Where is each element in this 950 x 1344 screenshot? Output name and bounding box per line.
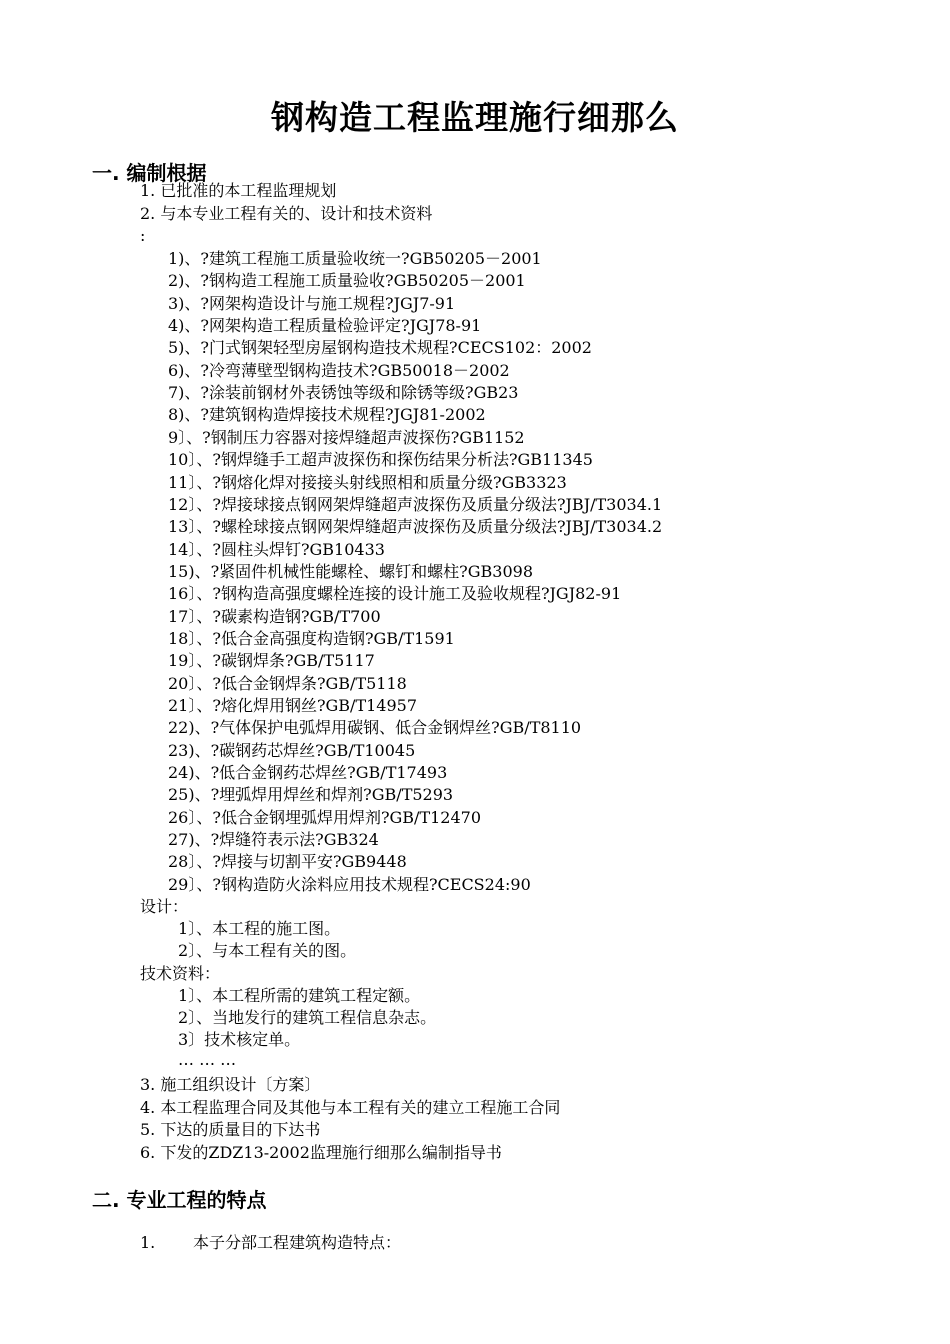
design-label: 设计： [140,897,189,916]
section-heading-basis: 一. 编制根据 [92,161,207,185]
standard-item: 6)、?冷弯薄壁型钢构造技术?GB50018－2002 [168,360,510,380]
section-heading-features: 二. 专业工程的特点 [92,1188,267,1212]
standard-item: 16〕、?钢构造高强度螺栓连接的设计施工及验收规程?JGJ82-91 [168,584,622,604]
features-item-1-number: 1. [140,1233,156,1252]
standard-item: 3)、?网架构造设计与施工规程?JGJ7-91 [168,293,456,313]
standard-item: 2)、?钢构造工程施工质量验收?GB50205－2001 [168,271,526,291]
tech-label: 技术资料： [140,964,221,983]
standard-item: 21〕、?熔化焊用钢丝?GB/T14957 [168,696,418,715]
standard-item: 24)、?低合金钢药芯焊丝?GB/T17493 [168,763,448,783]
standard-item: 8)、?建筑钢构造焊接技术规程?JGJ81-2002 [168,405,486,425]
tech-item: 3〕技术核定单。 [178,1030,301,1049]
standard-item: 18〕、?低合金高强度构造钢?GB/T1591 [168,628,455,648]
standard-item: 26〕、?低合金钢埋弧焊用焊剂?GB/T12470 [168,807,482,827]
basis-colon: : [140,226,146,245]
standard-item: 12〕、?焊接球接点钢网架焊缝超声波探伤及质量分级法?JBJ/T3034.1 [168,494,663,514]
basis-item-1: 1. 已批准的本工程监理规划 [140,181,337,200]
basis-item-3: 3. 施工组织设计〔方案〕 [140,1075,321,1094]
standard-item: 7)、?涂装前钢材外表锈蚀等级和除锈等级?GB23 [168,383,519,403]
standard-item: 4)、?网架构造工程质量检验评定?JGJ78-91 [168,316,482,336]
standard-item: 25)、?埋弧焊用焊丝和焊剂?GB/T5293 [168,785,454,805]
standard-item: 19〕、?碳钢焊条?GB/T5117 [168,651,375,671]
design-item: 1〕、本工程的施工图。 [178,919,341,938]
basis-item-5: 5. 下达的质量目的下达书 [140,1120,321,1139]
features-item-1-text: 本子分部工程建筑构造特点： [193,1233,402,1252]
basis-item-6: 6. 下发的ZDZ13-2002监理施行细那么编制指导书 [140,1143,502,1162]
standard-item: 23)、?碳钢药芯焊丝?GB/T10045 [168,740,416,760]
standard-item: 29〕、?钢构造防火涂料应用技术规程?CECS24:90 [168,874,531,894]
standard-item: 10〕、?钢焊缝手工超声波探伤和探伤结果分析法?GB11345 [168,450,593,470]
standard-item: 14〕、?圆柱头焊钉?GB10433 [168,539,385,559]
standard-item: 28〕、?焊接与切割平安?GB9448 [168,852,407,872]
tech-item: 1〕、本工程所需的建筑工程定额。 [178,986,421,1005]
standard-item: 13〕、?螺栓球接点钢网架焊缝超声波探伤及质量分级法?JBJ/T3034.2 [168,517,663,537]
standard-item: 11〕、?钢熔化焊对接接头射线照相和质量分级?GB3323 [168,472,567,492]
standard-item: 22)、?气体保护电弧焊用碳钢、低合金钢焊丝?GB/T8110 [168,718,582,738]
standard-item: 17〕、?碳素构造钢?GB/T700 [168,606,381,626]
basis-item-2: 2. 与本专业工程有关的、设计和技术资料 [140,204,433,223]
document-title: 钢构造工程监理施行细那么 [271,98,679,137]
standard-item: 15)、?紧固件机械性能螺栓、螺钉和螺柱?GB3098 [168,561,534,581]
standard-item: 1)、?建筑工程施工质量验收统一?GB50205－2001 [168,249,542,268]
basis-item-4: 4. 本工程监理合同及其他与本工程有关的建立工程施工合同 [140,1098,561,1117]
standard-item: 5)、?门式钢架轻型房屋钢构造技术规程?CECS102：2002 [168,338,592,358]
ellipsis: … … … [178,1050,237,1069]
standard-item: 20〕、?低合金钢焊条?GB/T5118 [168,673,407,693]
design-item: 2〕、与本工程有关的图。 [178,941,357,960]
tech-item: 2〕、当地发行的建筑工程信息杂志。 [178,1008,437,1027]
standard-item: 9〕、?钢制压力容器对接焊缝超声波探伤?GB1152 [168,427,525,447]
standard-item: 27)、?焊缝符表示法?GB324 [168,830,379,850]
